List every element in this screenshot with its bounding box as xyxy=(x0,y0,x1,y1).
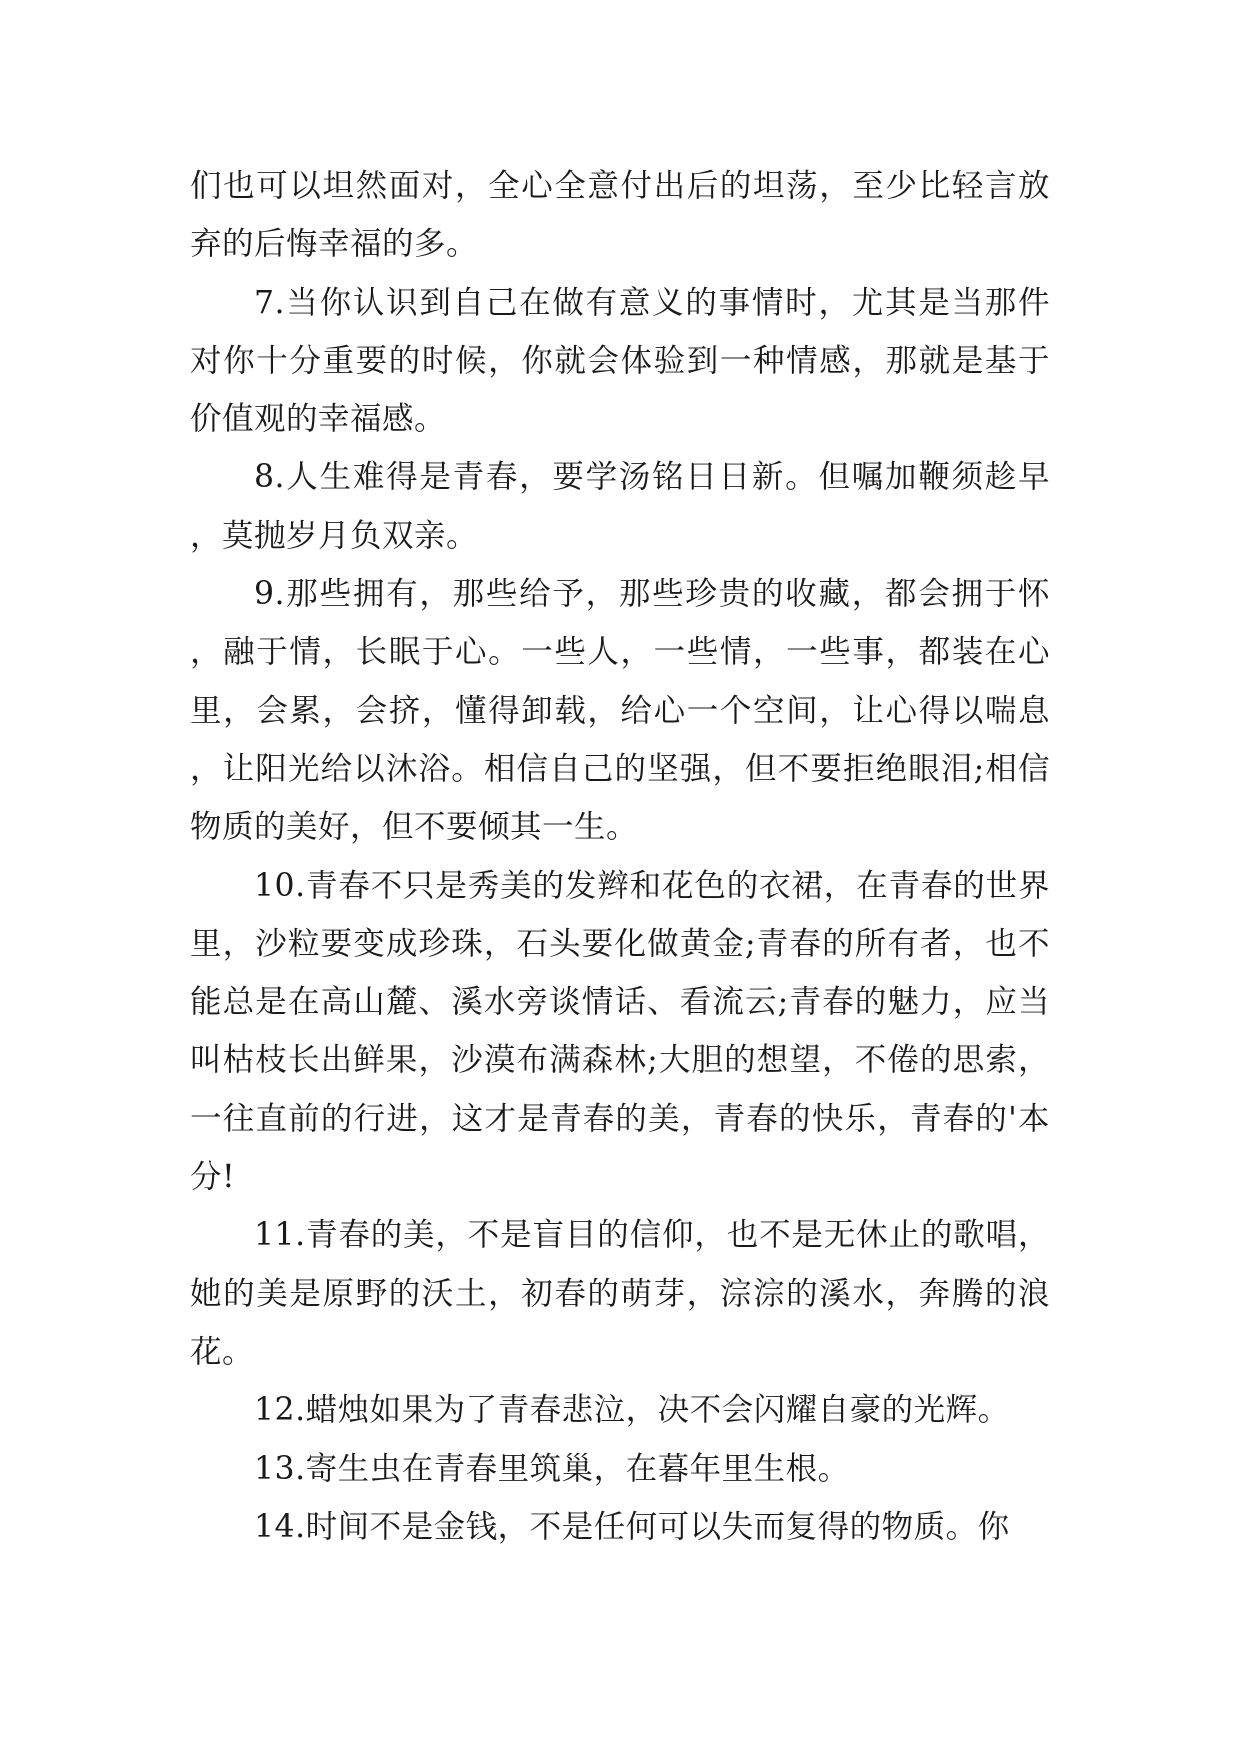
paragraph-item-11: 11.青春的美，不是盲目的信仰，也不是无休止的歌唱，她的美是原野的沃土，初春的萌芽，淙淙的溪水，奔腾的浪花。 xyxy=(190,1217,1050,1370)
paragraph-item-9: 9.那些拥有，那些给予，那些珍贵的收藏，都会拥于怀，融于情，长眠于心。一些人，一些情，一些事，都装在心里，会累，会挤，懂得卸载，给心一个空间，让心得以喘息，让阳光给以沐浴。相信自己的坚强，但不要拒绝眼泪;相信物质的美好，但不要倾其一生。 xyxy=(190,576,1050,846)
paragraph-item-14: 14.时间不是金钱，不是任何可以失而复得的物质。你 xyxy=(254,1508,1010,1545)
document-body xyxy=(190,157,1050,1556)
paragraph-continuation: 们也可以坦然面对，全心全意付出后的坦荡，至少比轻言放弃的后悔幸福的多。 xyxy=(190,168,1050,263)
paragraph-item-7: 7.当你认识到自己在做有意义的事情时，尤其是当那件对你十分重要的时候，你就会体验到一种情感，那就是基于价值观的幸福感。 xyxy=(190,284,1050,438)
paragraph-item-12: 12.蜡烛如果为了青春悲泣，决不会闪耀自豪的光辉。 xyxy=(254,1392,1010,1429)
paragraph-item-8: 8.人生难得是青春，要学汤铭日日新。但嘱加鞭须趁早，莫抛岁月负双亲。 xyxy=(190,459,1050,554)
paragraph-item-10: 10.青春不只是秀美的发辫和花色的衣裙，在青春的世界里，沙粒要变成珍珠，石头要化做黄金;青春的所有者，也不能总是在高山麓、溪水旁谈情话、看流云;青春的魅力，应当叫枯枝长出鲜果，沙漠布满森林;大胆的想望，不倦的思索，一往直前的行进，这才是青春的美，青春的快乐，青春的'本分! xyxy=(190,867,1050,1196)
paragraph-item-13: 13.寄生虫在青春里筑巢，在暮年里生根。 xyxy=(254,1450,850,1487)
